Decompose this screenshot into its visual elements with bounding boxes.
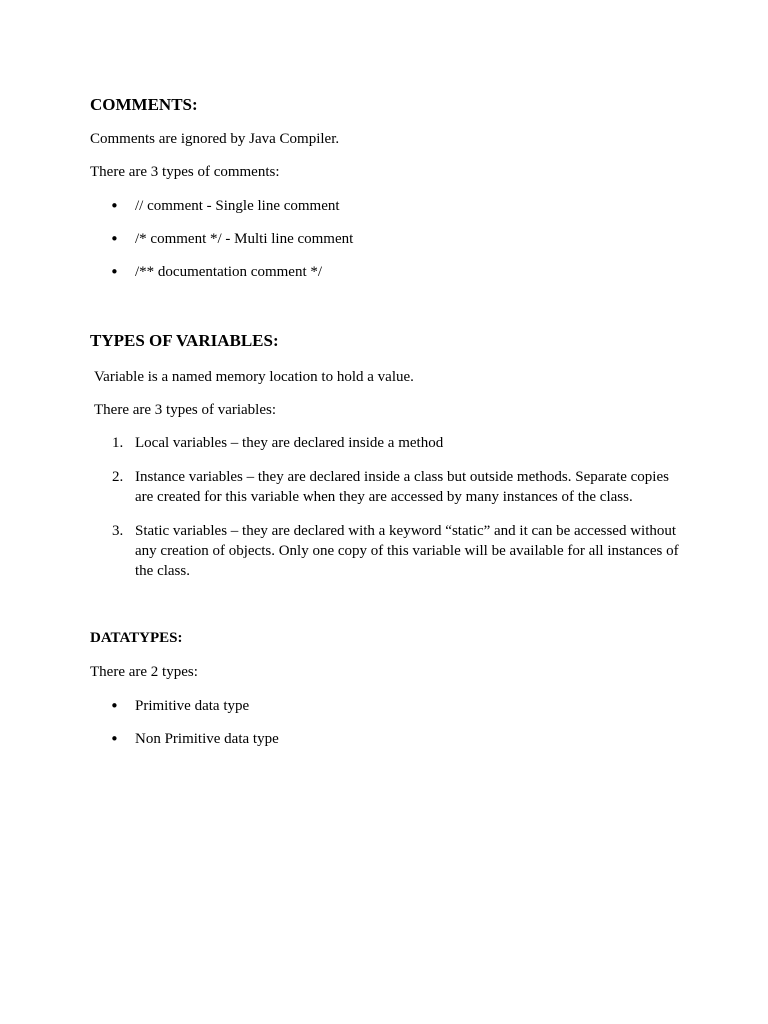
list-item-text: /* comment */ - Multi line comment — [135, 231, 354, 247]
list-item — [0, 197, 768, 215]
comments-intro: Comments are ignored by Java Compiler. — [90, 131, 340, 147]
list-item-text: Static variables – they are declared with a keyword “static” and it can be accessed without any creation of objects. Only one copy of this variable will be available for all instances of the class. — [135, 523, 679, 579]
list-item-text: Instance variables – they are declared inside a class but outside methods. Separate copies are created for this variable when they are accessed by many instances of the class. — [135, 469, 669, 505]
list-item — [0, 230, 768, 248]
list-item — [0, 263, 768, 281]
list-item-text: Primitive data type — [135, 698, 250, 714]
bullet-icon: • — [110, 697, 119, 715]
bullet-icon: • — [110, 197, 119, 215]
list-item — [0, 730, 768, 748]
list-item-text: // comment - Single line comment — [135, 198, 340, 214]
bullet-icon: • — [110, 730, 119, 748]
list-number: 2. — [112, 469, 124, 485]
variables-heading: TYPES OF VARIABLES: — [90, 331, 279, 350]
bullet-icon: • — [110, 230, 119, 248]
comments-types-intro: There are 3 types of comments: — [90, 164, 280, 180]
comments-heading: COMMENTS: — [90, 95, 198, 114]
datatypes-heading: DATATYPES: — [90, 630, 183, 646]
list-item-text: Non Primitive data type — [135, 731, 279, 747]
list-item — [0, 697, 768, 715]
list-number: 1. — [112, 435, 124, 451]
list-item-text: Local variables – they are declared inside a method — [135, 435, 444, 451]
variables-intro: Variable is a named memory location to hold a value. — [94, 369, 414, 385]
datatypes-intro: There are 2 types: — [90, 664, 198, 680]
bullet-icon: • — [110, 263, 119, 281]
list-item-text: /** documentation comment */ — [135, 264, 323, 280]
list-number: 3. — [112, 523, 124, 539]
variables-types-intro: There are 3 types of variables: — [94, 402, 276, 418]
